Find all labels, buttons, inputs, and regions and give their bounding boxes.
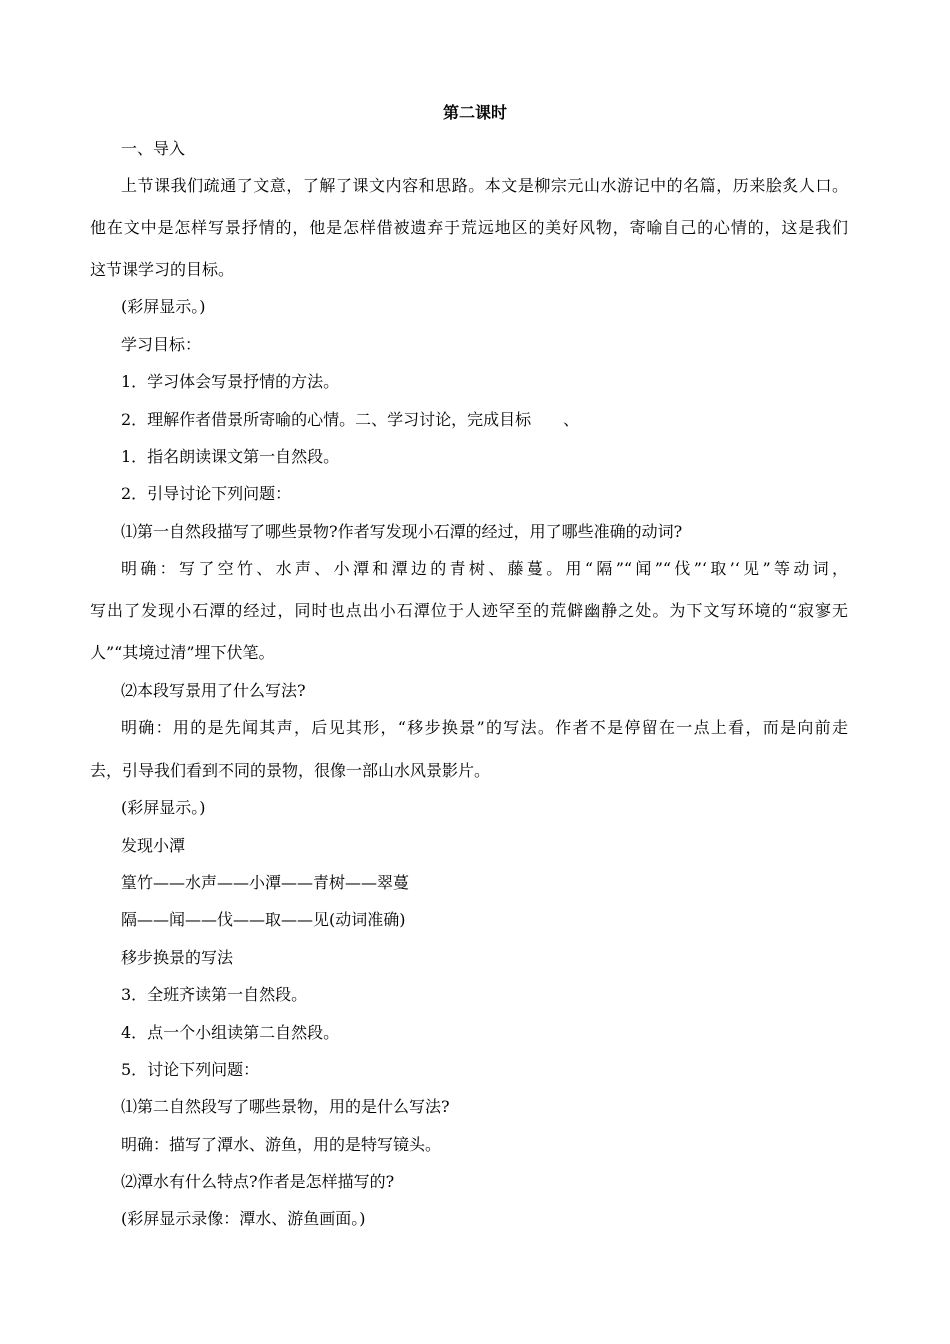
answer-line: 写出了发现小石潭的经过，同时也点出小石潭位于人迹罕至的荒僻幽静之处。为下文写环境的“寂寥无	[90, 601, 848, 620]
question-line: ⑴第二自然段写了哪些景物，用的是什么写法?	[121, 1097, 450, 1116]
question-line: ⑵本段写景用了什么写法?	[121, 681, 306, 700]
list-item: 2．理解作者借景所寄喻的心情。二、学习讨论，完成目标 、	[121, 410, 580, 429]
paragraph-line: (彩屏显示。)	[121, 297, 206, 316]
page-title: 第二课时	[442, 103, 507, 122]
paragraph-line: 这节课学习的目标。	[90, 260, 235, 279]
paragraph-line: 隔——闻——伐——取——见(动词准确)	[121, 910, 406, 929]
list-item: 1．学习体会写景抒情的方法。	[121, 372, 340, 391]
list-item: 5．讨论下列问题：	[121, 1060, 260, 1079]
paragraph-line: 学习目标：	[121, 335, 202, 354]
paragraph-line: 他在文中是怎样写景抒情的，他是怎样借被遗弃于荒远地区的美好风物，寄喻自己的心情的，这是我们	[90, 218, 848, 237]
paragraph-line: (彩屏显示。)	[121, 798, 206, 817]
paragraph-line: 上节课我们疏通了文意，了解了课文内容和思路。本文是柳宗元山水游记中的名篇，历来脍炙人口。	[121, 176, 848, 195]
list-item: 2．引导讨论下列问题：	[121, 484, 292, 503]
answer-line: 人”“其境过清”埋下伏笔。	[90, 643, 275, 662]
list-item: 3．全班齐读第一自然段。	[121, 985, 308, 1004]
paragraph-line: 篁竹——水声——小潭——青树——翠蔓	[121, 873, 410, 892]
answer-line: 去，引导我们看到不同的景物，很像一部山水风景影片。	[90, 761, 491, 780]
paragraph-line: (彩屏显示录像：潭水、游鱼画面。)	[121, 1209, 366, 1228]
section-heading-intro: 一、导入	[121, 139, 186, 158]
paragraph-line: 发现小潭	[121, 836, 186, 855]
list-item: 4．点一个小组读第二自然段。	[121, 1023, 340, 1042]
answer-line: 明确：描写了潭水、游鱼，用的是特写镜头。	[121, 1135, 442, 1154]
question-line: ⑵潭水有什么特点?作者是怎样描写的?	[121, 1172, 395, 1191]
paragraph-line: 移步换景的写法	[121, 948, 234, 967]
answer-line: 明确：写了空竹、水声、小潭和潭边的青树、藤蔓。用“隔”“闻”“伐”‘取’‘见”等动词，	[121, 559, 848, 578]
answer-line: 明确：用的是先闻其声，后见其形，“移步换景”的写法。作者不是停留在一点上看，而是向前走	[121, 718, 848, 737]
list-item: 1．指名朗读课文第一自然段。	[121, 447, 340, 466]
question-line: ⑴第一自然段描写了哪些景物?作者写发现小石潭的经过，用了哪些准确的动词?	[121, 522, 683, 541]
